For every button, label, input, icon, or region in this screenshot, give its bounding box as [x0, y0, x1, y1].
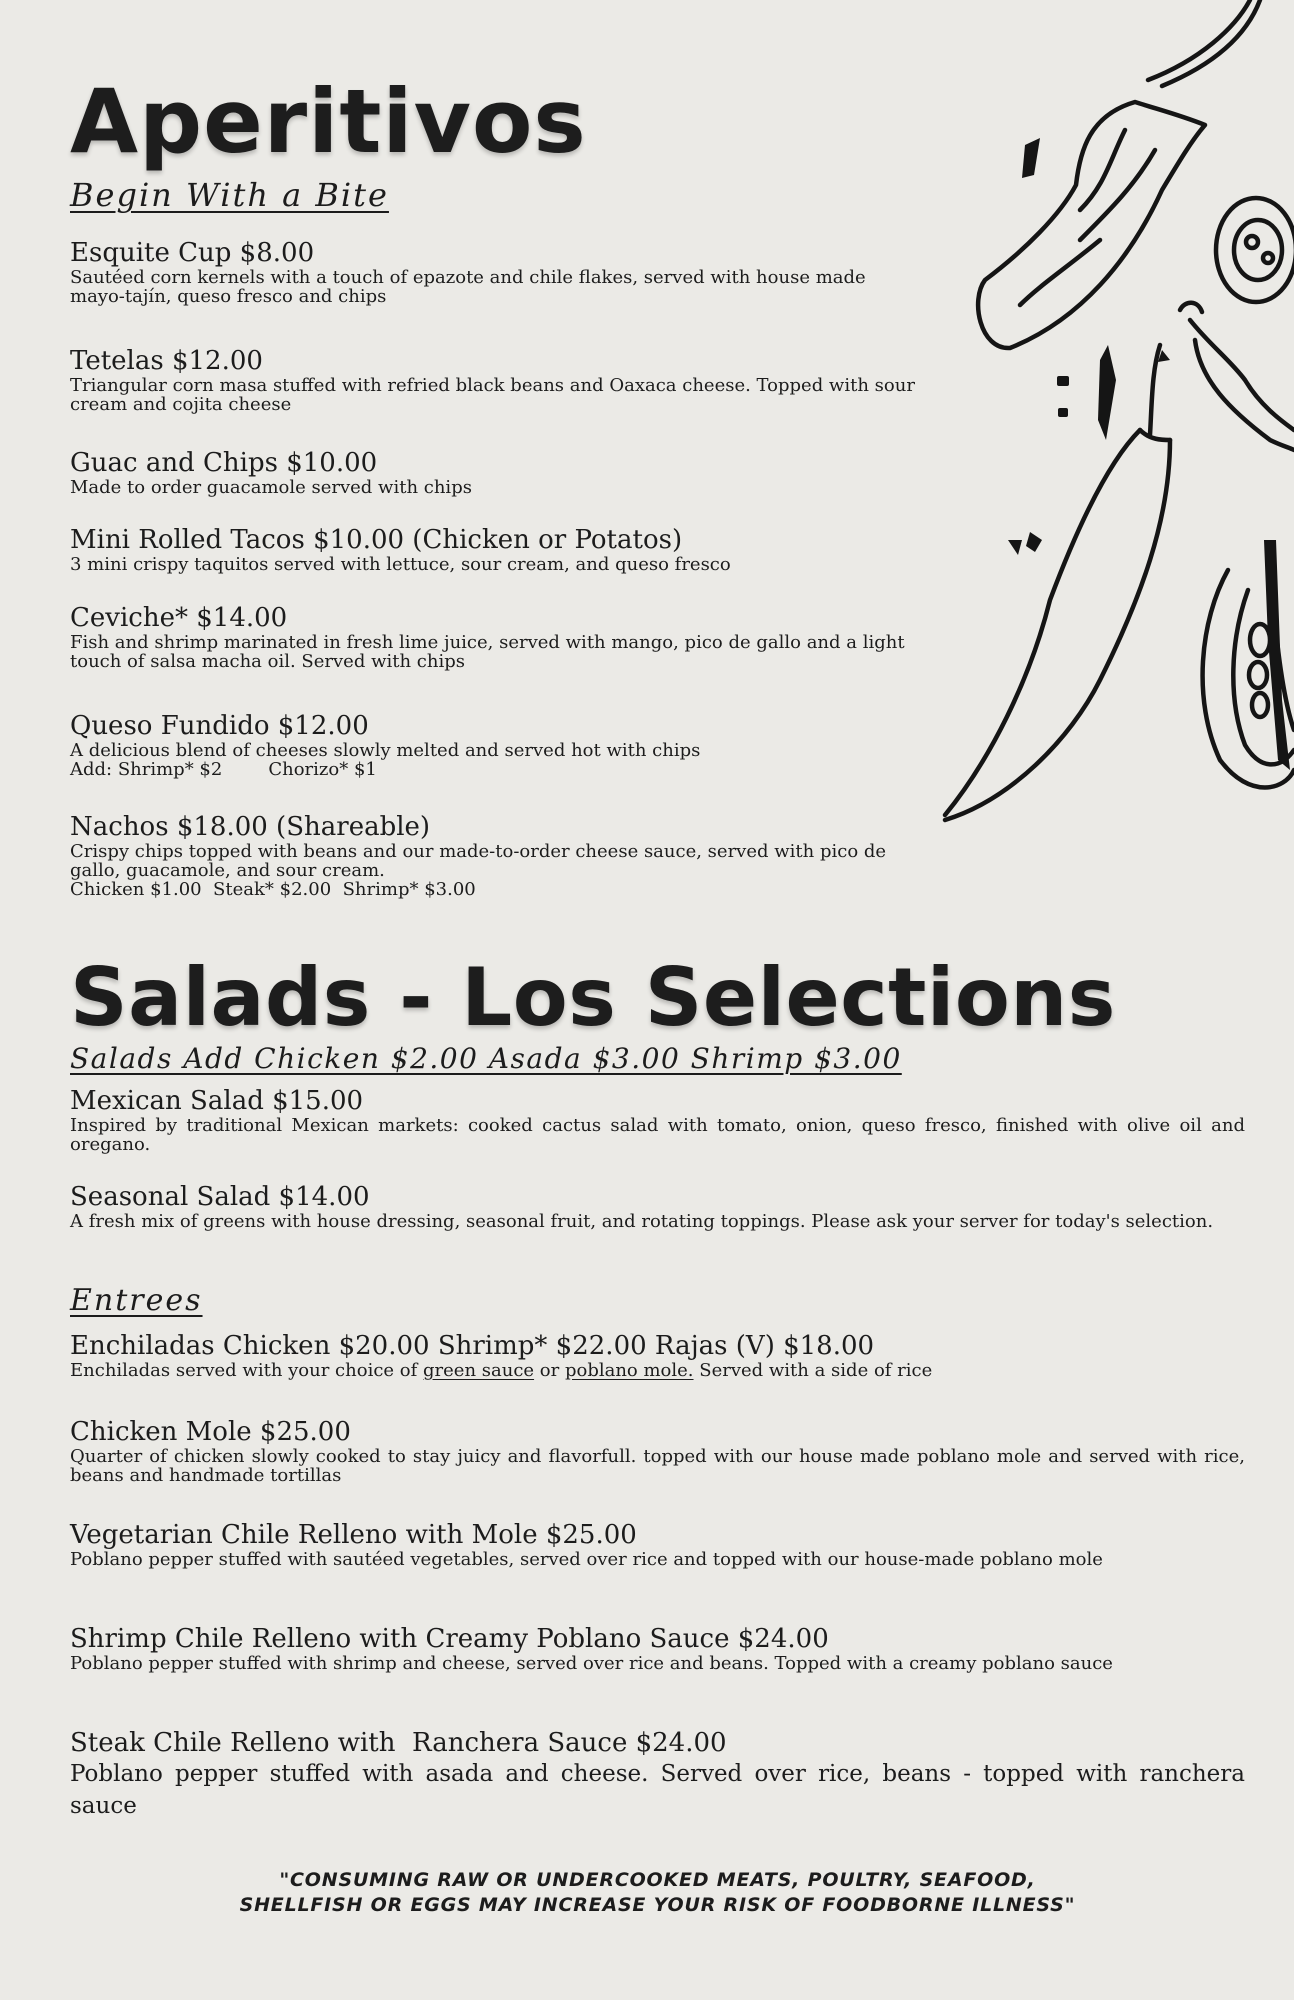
item-description: Triangular corn masa stuffed with refried black beans and Oaxaca cheese. Topped with sour cream and cojita cheese — [70, 375, 915, 415]
item-description: Inspired by traditional Mexican markets: cooked cactus salad with tomato, onion, queso fresco, finished with olive oil and oregano. — [70, 1115, 1245, 1155]
menu-item — [70, 1331, 1245, 1380]
menu-item — [70, 1182, 1245, 1231]
item-name: Seasonal Salad $14.00 — [70, 1182, 370, 1212]
desc-part: Enchiladas served with your choice of — [70, 1360, 424, 1381]
item-name: Mini Rolled Tacos $10.00 (Chicken or Potatos) — [70, 525, 683, 555]
menu-item — [70, 812, 915, 899]
item-description: 3 mini crispy taquitos served with lettuce, sour cream, and queso fresco — [70, 554, 731, 575]
warning-line-1: "CONSUMING RAW OR UNDERCOOKED MEATS, POULTRY, SEAFOOD, — [279, 1869, 1036, 1891]
food-safety-warning — [70, 1868, 1245, 1918]
item-name: Tetelas $12.00 — [70, 346, 263, 376]
item-name: Esquite Cup $8.00 — [70, 238, 315, 268]
menu-item — [70, 346, 915, 414]
menu-item — [70, 1086, 1245, 1154]
desc-part: Served with a side of rice — [693, 1360, 933, 1381]
item-addons — [70, 760, 915, 779]
item-description: A delicious blend of cheeses slowly melted and served hot with chips — [70, 740, 701, 761]
item-name: Ceviche* $14.00 — [70, 603, 288, 633]
menu-item — [70, 1520, 1245, 1569]
entrees-heading: Entrees — [70, 1283, 203, 1318]
menu-item — [70, 525, 915, 574]
item-name: Shrimp Chile Relleno with Creamy Poblano Sauce $24.00 — [70, 1624, 829, 1654]
menu-item — [70, 1728, 1245, 1822]
addon-chorizo: Chorizo* $1 — [268, 759, 377, 780]
item-description: Fish and shrimp marinated in fresh lime juice, served with mango, pico de gallo and a light touch of salsa macha oil. Served with chips — [70, 632, 905, 672]
menu-item — [70, 711, 915, 779]
item-name: Vegetarian Chile Relleno with Mole $25.00 — [70, 1520, 637, 1550]
item-description: Poblano pepper stuffed with sautéed vegetables, served over rice and topped with our house-made poblano mole — [70, 1549, 1103, 1570]
aperitivos-subtitle: Begin With a Bite — [70, 176, 389, 214]
aperitivos-heading: Aperitivos — [70, 70, 587, 173]
menu-item — [70, 448, 915, 497]
item-name: Chicken Mole $25.00 — [70, 1417, 351, 1447]
item-description: Sautéed corn kernels with a touch of epazote and chile flakes, served with house made mayo-tajín, queso fresco and chips — [70, 267, 866, 307]
warning-line-2: SHELLFISH OR EGGS MAY INCREASE YOUR RISK OF FOODBORNE ILLNESS" — [239, 1894, 1076, 1916]
item-addons: Chicken $1.00 Steak* $2.00 Shrimp* $3.00 — [70, 879, 476, 900]
salads-heading: Salads - Los Selections — [70, 951, 1116, 1044]
poblano-mole-option: poblano mole. — [564, 1360, 694, 1381]
menu-item — [70, 1417, 1245, 1485]
menu-item — [70, 238, 915, 306]
item-name: Nachos $18.00 (Shareable) — [70, 812, 431, 842]
menu-page — [70, 0, 1245, 2000]
green-sauce-option: green sauce — [423, 1360, 535, 1381]
item-name: Mexican Salad $15.00 — [70, 1086, 364, 1116]
item-description: Poblano pepper stuffed with asada and cheese. Served over rice, beans - topped with ranchera sauce — [70, 1761, 1245, 1819]
item-description: Crispy chips topped with beans and our made-to-order cheese sauce, served with pico de gallo, guacamole, and sour cream. — [70, 841, 887, 881]
salads-subtitle: Salads Add Chicken $2.00 Asada $3.00 Shrimp $3.00 — [70, 1042, 902, 1075]
item-description — [70, 1361, 1245, 1380]
item-name: Steak Chile Relleno with Ranchera Sauce $24.00 — [70, 1728, 727, 1758]
item-description: Made to order guacamole served with chips — [70, 477, 472, 498]
item-name: Enchiladas Chicken $20.00 Shrimp* $22.00 Rajas (V) $18.00 — [70, 1331, 875, 1361]
item-name: Guac and Chips $10.00 — [70, 448, 378, 478]
item-description: Poblano pepper stuffed with shrimp and cheese, served over rice and beans. Topped with a creamy poblano sauce — [70, 1653, 1113, 1674]
desc-part: or — [534, 1360, 565, 1381]
menu-item — [70, 603, 915, 671]
menu-item — [70, 1624, 1245, 1673]
item-name: Queso Fundido $12.00 — [70, 711, 369, 741]
item-description: A fresh mix of greens with house dressing, seasonal fruit, and rotating toppings. Please ask your server for today's selection. — [70, 1211, 1214, 1232]
item-description: Quarter of chicken slowly cooked to stay juicy and flavorfull. topped with our house made poblano mole and served with rice, beans and handmade tortillas — [70, 1446, 1245, 1486]
addon-shrimp: Add: Shrimp* $2 — [70, 759, 223, 780]
